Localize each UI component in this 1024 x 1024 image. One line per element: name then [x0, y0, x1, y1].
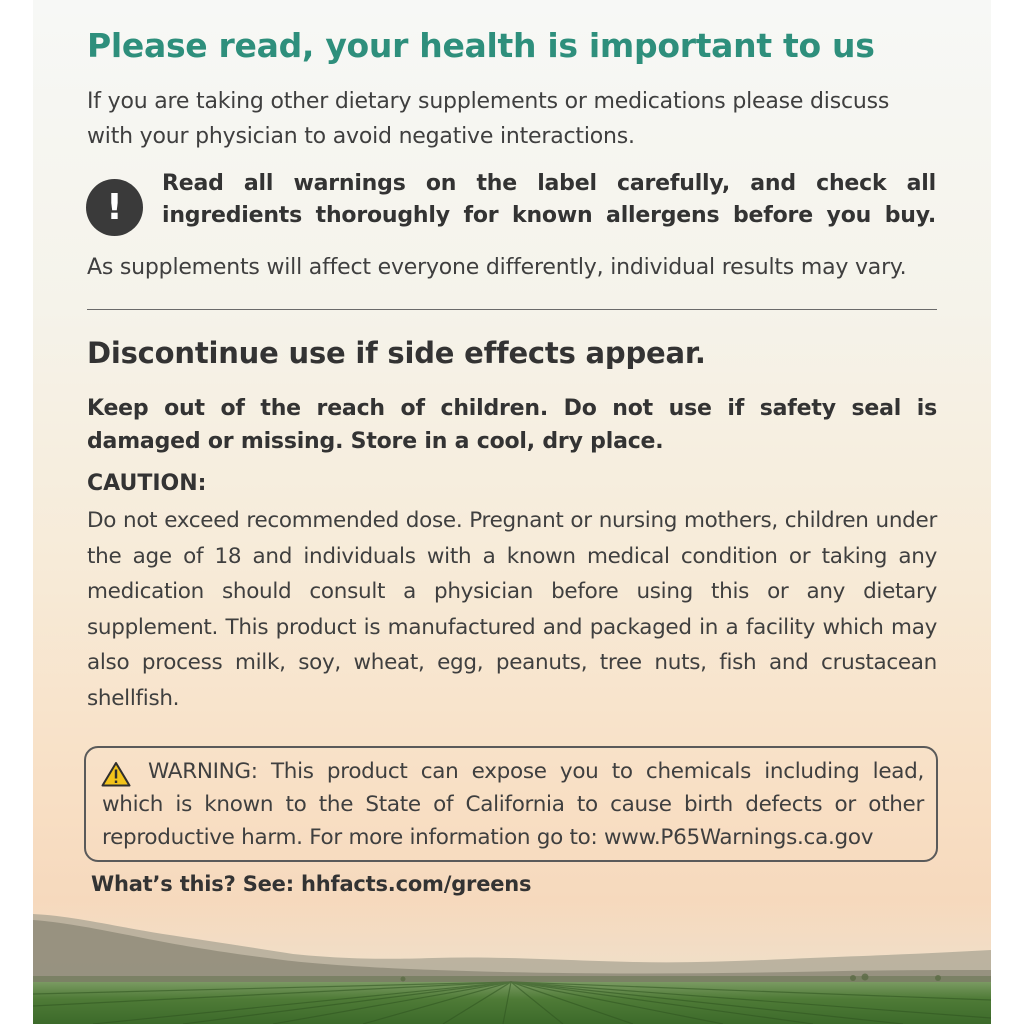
prop65-warning-text: WARNING: This product can expose you to chemicals including lead, which is known to the State of California to cause birth defects or other reproductive harm. For more information go to: www.P65Warnings.ca.gov	[102, 759, 924, 850]
caution-body: Do not exceed recommended dose. Pregnant or nursing mothers, children under the age of 18 and individuals with a known medical condition or taking any medication should consult a physician before using this or any dietary supplement. This product is manufactured and packaged in a facility which may also process milk, soy, wheat, egg, peanuts, tree nuts, fish and crustacean shellfish.	[87, 508, 937, 711]
allergen-alert-text: Read all warnings on the label carefully, and check all ingredients thoroughly for known allergens before you buy.	[162, 171, 936, 228]
intro-paragraph: If you are taking other dietary supplements or medications please discuss with your physician to avoid negative interactions.	[87, 89, 890, 149]
results-note: As supplements will affect everyone differently, individual results may vary.	[87, 255, 907, 280]
page-title: Please read, your health is important to us	[87, 26, 875, 65]
caution-label: CAUTION:	[87, 471, 207, 496]
farm-field-landscape	[33, 900, 991, 1024]
keep-out-text: Keep out of the reach of children. Do not use if safety seal is damaged or missing. Store in a cool, dry place.	[87, 396, 937, 454]
section-divider	[87, 309, 937, 310]
prop65-warning-box	[84, 746, 938, 862]
discontinue-heading: Discontinue use if side effects appear.	[87, 336, 706, 370]
exclamation-circle-icon: !	[86, 179, 143, 236]
label-panel	[33, 0, 991, 1024]
footer-reference: What’s this? See: hhfacts.com/greens	[91, 872, 532, 896]
